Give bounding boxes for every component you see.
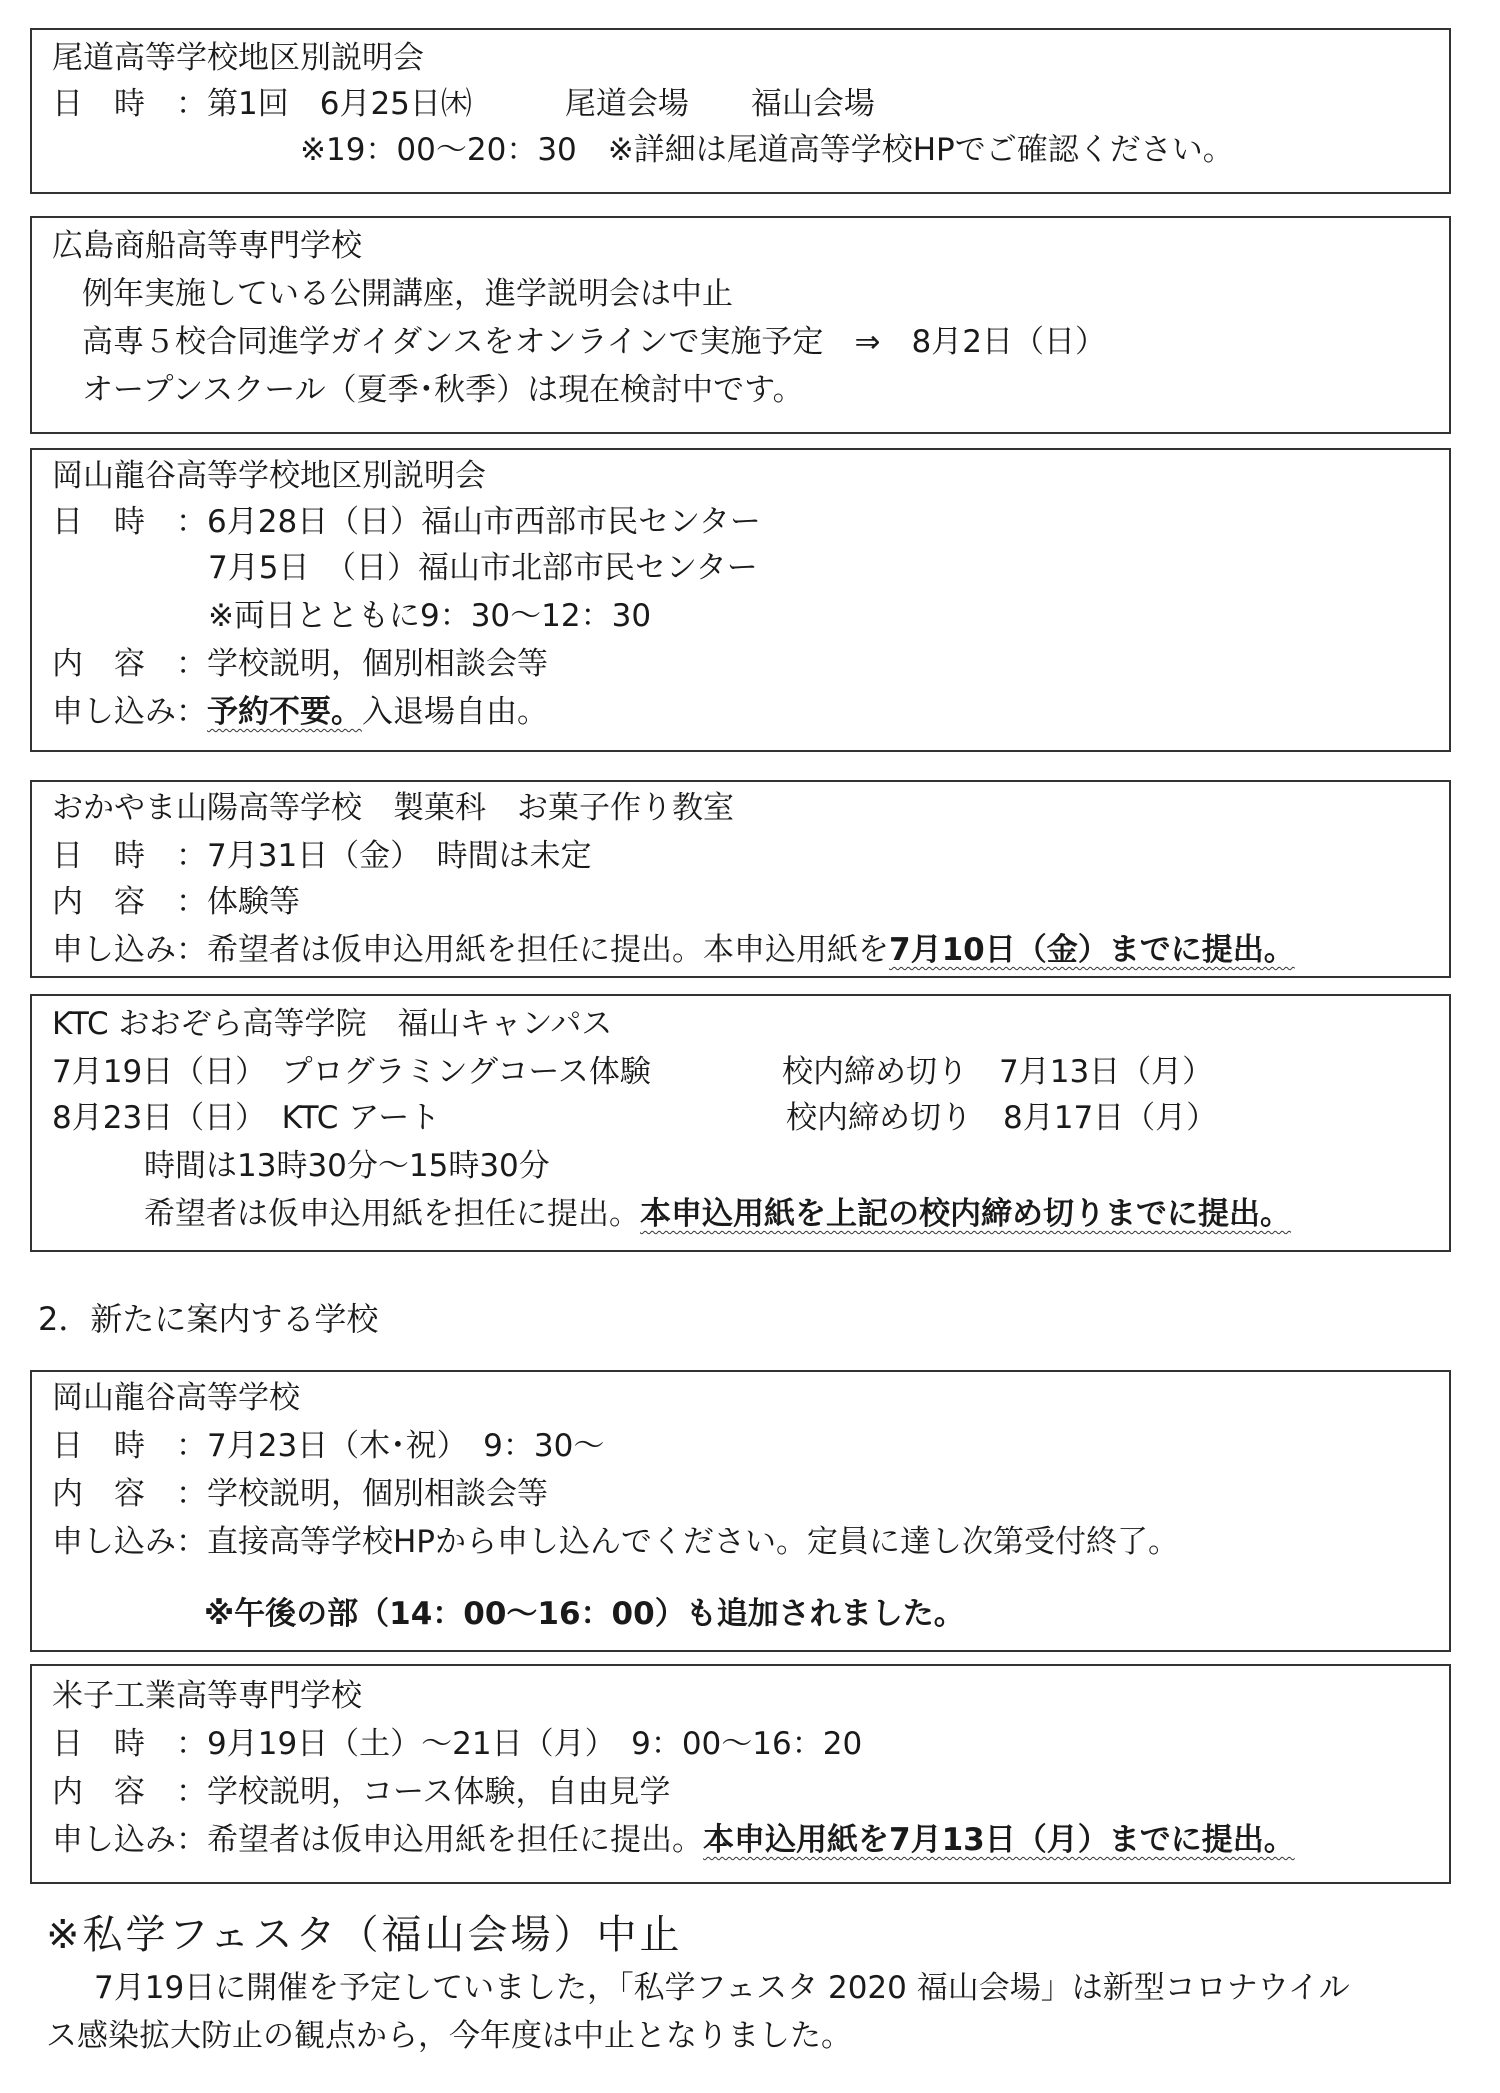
- yonago-content: 内 容 ：学校説明，コース体験，自由見学: [52, 1774, 671, 1810]
- okayama-sanyo-content: 内 容 ：体験等: [52, 884, 300, 920]
- notice-body-line2: ス感染拡大防止の観点から，今年度は中止となりました。: [46, 2018, 852, 2054]
- yonago-apply: [52, 1820, 1295, 1860]
- apply-prefix: 申し込み：希望者は仮申込用紙を担任に提出。: [52, 1822, 703, 1858]
- okayama-ryukoku-district-title: 岡山龍谷高等学校地区別説明会: [52, 458, 486, 494]
- section-heading: 2．新たに案内する学校: [38, 1300, 379, 1338]
- apply-emphasis: 7月10日（金）までに提出。: [889, 932, 1295, 968]
- ktc-event1-deadline: 校内締め切り 7月13日（月）: [782, 1054, 1214, 1090]
- apply-emphasis: 本申込用紙を7月13日（月）までに提出。: [703, 1822, 1295, 1858]
- yonago-datetime: 日 時 ：9月19日（土）～21日（月） 9：00～16：20: [52, 1726, 863, 1762]
- okayama-ryukoku-title: 岡山龍谷高等学校: [52, 1380, 300, 1416]
- ktc-time: 時間は13時30分～15時30分: [144, 1148, 550, 1184]
- okayama-sanyo-datetime: 日 時 ：7月31日（金） 時間は未定: [52, 838, 592, 874]
- okayama-ryukoku-district-datetime: 日 時 ：6月28日（日）福山市西部市民センター: [52, 504, 761, 540]
- okayama-ryukoku-content: 内 容 ：学校説明，個別相談会等: [52, 1476, 548, 1512]
- onomichi-time-note: ※19：00～20：30 ※詳細は尾道高等学校HPでご確認ください。: [300, 132, 1234, 168]
- ktc-apply: [144, 1194, 1291, 1234]
- okayama-ryukoku-district-apply: [52, 692, 548, 732]
- okayama-ryukoku-apply: 申し込み：直接高等学校HPから申し込んでください。定員に達し次第受付終了。: [52, 1524, 1180, 1560]
- apply-rest: 入退場自由。: [362, 694, 548, 730]
- ktc-event2: 8月23日（日） KTC アート: [52, 1100, 441, 1136]
- okayama-sanyo-title: おかやま山陽高等学校 製菓科 お菓子作り教室: [52, 790, 734, 826]
- ktc-event1: 7月19日（日） プログラミングコース体験: [52, 1054, 651, 1090]
- apply-prefix: 希望者は仮申込用紙を担任に提出。: [144, 1196, 640, 1232]
- okayama-sanyo-apply: [52, 930, 1295, 970]
- okayama-ryukoku-district-time-note: ※両日とともに9：30～12：30: [208, 598, 652, 634]
- apply-prefix: 申し込み：希望者は仮申込用紙を担任に提出。本申込用紙を: [52, 932, 889, 968]
- notice-title: ※私学フェスタ（福山会場）中止: [46, 1912, 683, 1958]
- hiroshima-shosen-line3: オープンスクール（夏季･秋季）は現在検討中です。: [82, 372, 804, 408]
- apply-emphasis: 本申込用紙を上記の校内締め切りまでに提出。: [640, 1196, 1291, 1232]
- apply-prefix: 申し込み：: [52, 694, 207, 730]
- ktc-title: KTC おおぞら高等学院 福山キャンパス: [52, 1006, 613, 1042]
- apply-emphasis: 予約不要。: [207, 694, 362, 730]
- hiroshima-shosen-title: 広島商船高等専門学校: [52, 228, 362, 264]
- onomichi-datetime: 日 時 ：第1回 6月25日㈭ 尾道会場 福山会場: [52, 86, 875, 122]
- okayama-ryukoku-district-content: 内 容 ：学校説明，個別相談会等: [52, 646, 548, 682]
- okayama-ryukoku-district-date2: 7月5日 （日）福山市北部市民センター: [208, 550, 758, 586]
- okayama-ryukoku-datetime: 日 時 ：7月23日（木･祝） 9：30～: [52, 1428, 605, 1464]
- hiroshima-shosen-line1: 例年実施している公開講座，進学説明会は中止: [82, 276, 733, 312]
- yonago-title: 米子工業高等専門学校: [52, 1678, 362, 1714]
- okayama-ryukoku-afternoon-note: ※午後の部（14：00～16：00）も追加されました。: [204, 1596, 965, 1632]
- hiroshima-shosen-line2: 高専５校合同進学ガイダンスをオンラインで実施予定 ⇒ 8月2日（日）: [82, 324, 1106, 360]
- onomichi-title: 尾道高等学校地区別説明会: [52, 40, 424, 76]
- ktc-event2-deadline: 校内締め切り 8月17日（月）: [786, 1100, 1218, 1136]
- notice-body-line1: 7月19日に開催を予定していました，「私学フェスタ 2020 福山会場」は新型コロナウイル: [94, 1970, 1350, 2006]
